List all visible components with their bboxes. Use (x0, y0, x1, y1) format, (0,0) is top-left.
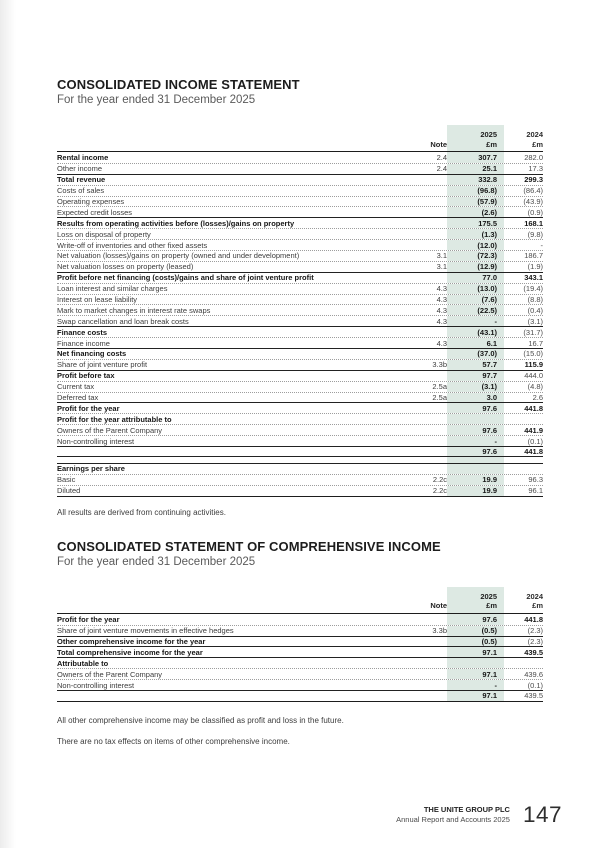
row-label: Loan interest and similar charges (57, 284, 168, 294)
table-row (57, 283, 543, 294)
value-2024: 441.8 (524, 403, 543, 413)
value-2024: (1.9) (527, 262, 543, 272)
row-label: Profit before tax (57, 371, 115, 381)
value-2024: (3.1) (527, 316, 543, 326)
income-statement-subtitle: For the year ended 31 December 2025 (57, 94, 256, 106)
value-2024: 343.1 (524, 273, 543, 283)
value-2024: (0.1) (527, 680, 543, 690)
table-row (57, 381, 543, 392)
note-reference: 2.2c (432, 475, 447, 485)
row-label: Net valuation (losses)/gains on property (owned and under development) (57, 251, 300, 261)
value-2024: 282.0 (524, 152, 543, 162)
note-reference: 2.2c (432, 486, 447, 496)
value-2025: (3.1) (447, 382, 504, 392)
value-2025: - (447, 436, 504, 446)
value-2024: (2.3) (527, 636, 543, 646)
header-year-current-label: 2025 (480, 130, 497, 139)
value-2024: (19.4) (523, 284, 543, 294)
row-label: Other income (57, 164, 103, 174)
value-2024: (9.8) (527, 229, 543, 239)
value-2025: 97.1 (447, 691, 504, 701)
value-2024: 441.9 (524, 425, 543, 435)
value-2024: 168.1 (524, 218, 543, 228)
table-row (57, 614, 543, 625)
value-2025: (12.9) (447, 262, 504, 272)
table-row (57, 228, 543, 239)
value-2025: (13.0) (447, 284, 504, 294)
row-label: Current tax (57, 382, 95, 392)
row-label: Write-off of inventories and other fixed assets (57, 240, 208, 250)
value-2024: (31.7) (523, 327, 543, 337)
row-label: Owners of the Parent Company (57, 425, 163, 435)
row-label: Profit for the year attributable to (57, 414, 172, 424)
value-2025: (43.1) (447, 327, 504, 337)
footer-text (396, 805, 510, 825)
value-2024: (4.8) (527, 382, 543, 392)
income-statement-title: CONSOLIDATED INCOME STATEMENT (57, 77, 300, 92)
row-label: Attributable to (57, 658, 109, 668)
table-row (57, 152, 543, 163)
header-unit-prior: £m (532, 139, 543, 149)
table-row (57, 402, 543, 413)
table-row (57, 163, 543, 174)
value-2025: (0.5) (447, 626, 504, 636)
row-label: Finance income (57, 338, 110, 348)
value-2025: 175.5 (447, 218, 504, 228)
table-row (57, 435, 543, 446)
table-row (57, 463, 543, 474)
value-2024: 16.7 (528, 338, 543, 348)
value-2025: (72.3) (447, 251, 504, 261)
header-unit-current: £m (486, 139, 497, 149)
row-label: Profit for the year (57, 403, 120, 413)
header-unit-prior: £m (532, 601, 543, 611)
row-label: Expected credit losses (57, 207, 133, 217)
row-label: Other comprehensive income for the year (57, 636, 206, 646)
row-label: Costs of sales (57, 186, 105, 196)
header-year-current (447, 125, 504, 151)
footer-report-line: Annual Report and Accounts 2025 (396, 815, 510, 824)
header-unit-current: £m (486, 601, 497, 611)
table-row (57, 413, 543, 424)
header-year-prior (504, 587, 543, 613)
row-label: Share of joint venture movements in effective hedges (57, 626, 234, 636)
value-2025 (447, 464, 504, 474)
row-label: Net financing costs (57, 349, 127, 359)
table-row (57, 485, 543, 496)
table-row (57, 657, 543, 668)
value-2025: 97.6 (447, 425, 504, 435)
value-2025: (0.5) (447, 637, 504, 647)
value-2025: (12.0) (447, 240, 504, 250)
row-label: Total revenue (57, 175, 106, 185)
row-label: Net valuation losses on property (leased) (57, 262, 194, 272)
value-2024: (0.9) (527, 207, 543, 217)
value-2024: 299.3 (524, 175, 543, 185)
table-row (57, 217, 543, 228)
value-2024: 441.8 (524, 614, 543, 624)
table-header-row (57, 587, 543, 614)
header-year-prior (504, 125, 543, 151)
value-2024: 186.7 (524, 251, 543, 261)
value-2025: (37.0) (447, 349, 504, 359)
value-2024: (86.4) (523, 186, 543, 196)
row-label: Swap cancellation and loan break costs (57, 316, 189, 326)
value-2024: 17.3 (528, 164, 543, 174)
value-2025: 332.8 (447, 175, 504, 185)
table-row (57, 239, 543, 250)
row-label: Deferred tax (57, 393, 99, 403)
note-reference: 2.5a (432, 382, 447, 392)
comprehensive-income-footnote-1: All other comprehensive income may be classified as profit and loss in the future. (57, 715, 344, 725)
value-2024: 441.8 (524, 447, 543, 457)
value-2025: (22.5) (447, 305, 504, 315)
table-row (57, 174, 543, 185)
table-row (57, 690, 543, 701)
note-reference: 2.5a (432, 393, 447, 403)
value-2025: 57.7 (447, 360, 504, 370)
table-row (57, 474, 543, 485)
row-label: Interest on lease liability (57, 295, 138, 305)
value-2025: - (447, 316, 504, 326)
value-2025: (96.8) (447, 186, 504, 196)
value-2025: 77.0 (447, 273, 504, 283)
table-row (57, 636, 543, 647)
note-reference: 3.1 (436, 251, 447, 261)
header-year-current (447, 587, 504, 613)
value-2025: (57.9) (447, 197, 504, 207)
row-label: Results from operating activities before (losses)/gains on property (57, 218, 295, 228)
table-row (57, 370, 543, 381)
value-2025: 97.6 (447, 614, 504, 625)
row-label: Diluted (57, 486, 81, 496)
note-reference: 3.1 (436, 262, 447, 272)
table-row (57, 392, 543, 403)
value-2025: (1.3) (447, 229, 504, 239)
page-footer (396, 802, 562, 828)
value-2024: (15.0) (523, 349, 543, 359)
note-reference: 4.3 (436, 338, 447, 348)
table-row (57, 185, 543, 196)
row-label: Loss on disposal of property (57, 229, 151, 239)
table-row (57, 261, 543, 272)
note-reference: 4.3 (436, 284, 447, 294)
value-2025: (7.6) (447, 295, 504, 305)
table-row (57, 625, 543, 636)
header-spacer (57, 125, 407, 151)
table-row (57, 272, 543, 283)
value-2025: 97.6 (447, 403, 504, 413)
table-row (57, 668, 543, 679)
comprehensive-income-table (57, 587, 543, 702)
row-label: Non-controlling interest (57, 680, 135, 690)
header-note: Note (430, 601, 447, 611)
value-2025: 25.1 (447, 164, 504, 174)
note-reference: 2.4 (436, 164, 447, 174)
row-label: Profit for the year (57, 614, 120, 624)
table-row (57, 424, 543, 435)
row-label: Finance costs (57, 327, 108, 337)
value-2025: 97.7 (447, 371, 504, 381)
note-reference: 2.4 (436, 152, 447, 162)
table-row (57, 304, 543, 315)
value-2025: 19.9 (447, 486, 504, 496)
value-2024: 96.1 (528, 486, 543, 496)
value-2024: - (540, 240, 543, 250)
value-2024: 439.5 (524, 647, 543, 657)
value-2024: 444.0 (524, 371, 543, 381)
value-2024: (0.1) (527, 436, 543, 446)
value-2025 (447, 414, 504, 424)
value-2025: 307.7 (447, 152, 504, 163)
table-row (57, 250, 543, 261)
value-2025: 3.0 (447, 393, 504, 403)
row-label: Share of joint venture profit (57, 360, 148, 370)
row-label: Total comprehensive income for the year (57, 647, 203, 657)
table-row (57, 206, 543, 217)
value-2025 (447, 457, 504, 463)
value-2025: 97.6 (447, 447, 504, 456)
note-reference: 4.3 (436, 305, 447, 315)
comprehensive-income-subtitle: For the year ended 31 December 2025 (57, 555, 256, 568)
header-year-prior-label: 2024 (526, 591, 543, 601)
header-year-prior-label: 2024 (526, 130, 543, 139)
income-statement-footnote: All results are derived from continuing activities. (57, 507, 226, 517)
note-reference: 4.3 (436, 295, 447, 305)
value-2025: 6.1 (447, 338, 504, 348)
value-2024: (2.3) (527, 626, 543, 636)
footer-company-name: THE UNITE GROUP PLC (423, 805, 510, 814)
row-label: Profit before net financing (costs)/gains and share of joint venture profit (57, 273, 314, 283)
value-2024: (8.8) (527, 295, 543, 305)
table-row (57, 446, 543, 457)
value-2025: 97.1 (447, 647, 504, 657)
income-statement-table (57, 125, 543, 497)
table-row (57, 646, 543, 657)
note-reference: 3.3b (432, 626, 447, 636)
value-2025: 19.9 (447, 475, 504, 485)
header-spacer (57, 587, 407, 613)
value-2025: 97.1 (447, 669, 504, 679)
value-2025: - (447, 680, 504, 690)
value-2024: 2.6 (532, 393, 543, 403)
comprehensive-income-title: CONSOLIDATED STATEMENT OF COMPREHENSIVE INCOME (57, 538, 441, 554)
row-label: Earnings per share (57, 464, 125, 474)
row-label: Basic (57, 475, 76, 485)
header-note: Note (430, 139, 447, 149)
table-row (57, 196, 543, 207)
row-label: Rental income (57, 152, 109, 162)
row-label: Operating expenses (57, 197, 125, 206)
comprehensive-income-footnote-2: There are no tax effects on items of other comprehensive income. (57, 736, 290, 746)
table-header-row (57, 125, 543, 152)
page-number: 147 (522, 802, 562, 827)
row-label: Mark to market changes in interest rate swaps (57, 305, 211, 315)
table-row (57, 326, 543, 337)
value-2024: 439.5 (524, 691, 543, 701)
value-2024: 439.6 (524, 669, 543, 679)
value-2024: (43.9) (523, 197, 543, 206)
table-row (57, 315, 543, 326)
value-2025: (2.6) (447, 207, 504, 217)
table-row (57, 359, 543, 370)
value-2024: 115.9 (524, 360, 543, 370)
value-2024: (0.4) (527, 305, 543, 315)
row-label: Non-controlling interest (57, 436, 135, 446)
note-reference: 4.3 (436, 316, 447, 326)
value-2024: 96.3 (528, 475, 543, 485)
table-row (57, 348, 543, 359)
table-row (57, 294, 543, 305)
row-label: Owners of the Parent Company (57, 669, 163, 679)
note-reference: 3.3b (432, 360, 447, 370)
value-2025 (447, 658, 504, 668)
table-row (57, 337, 543, 348)
table-row (57, 679, 543, 690)
header-year-current-label: 2025 (480, 591, 497, 601)
